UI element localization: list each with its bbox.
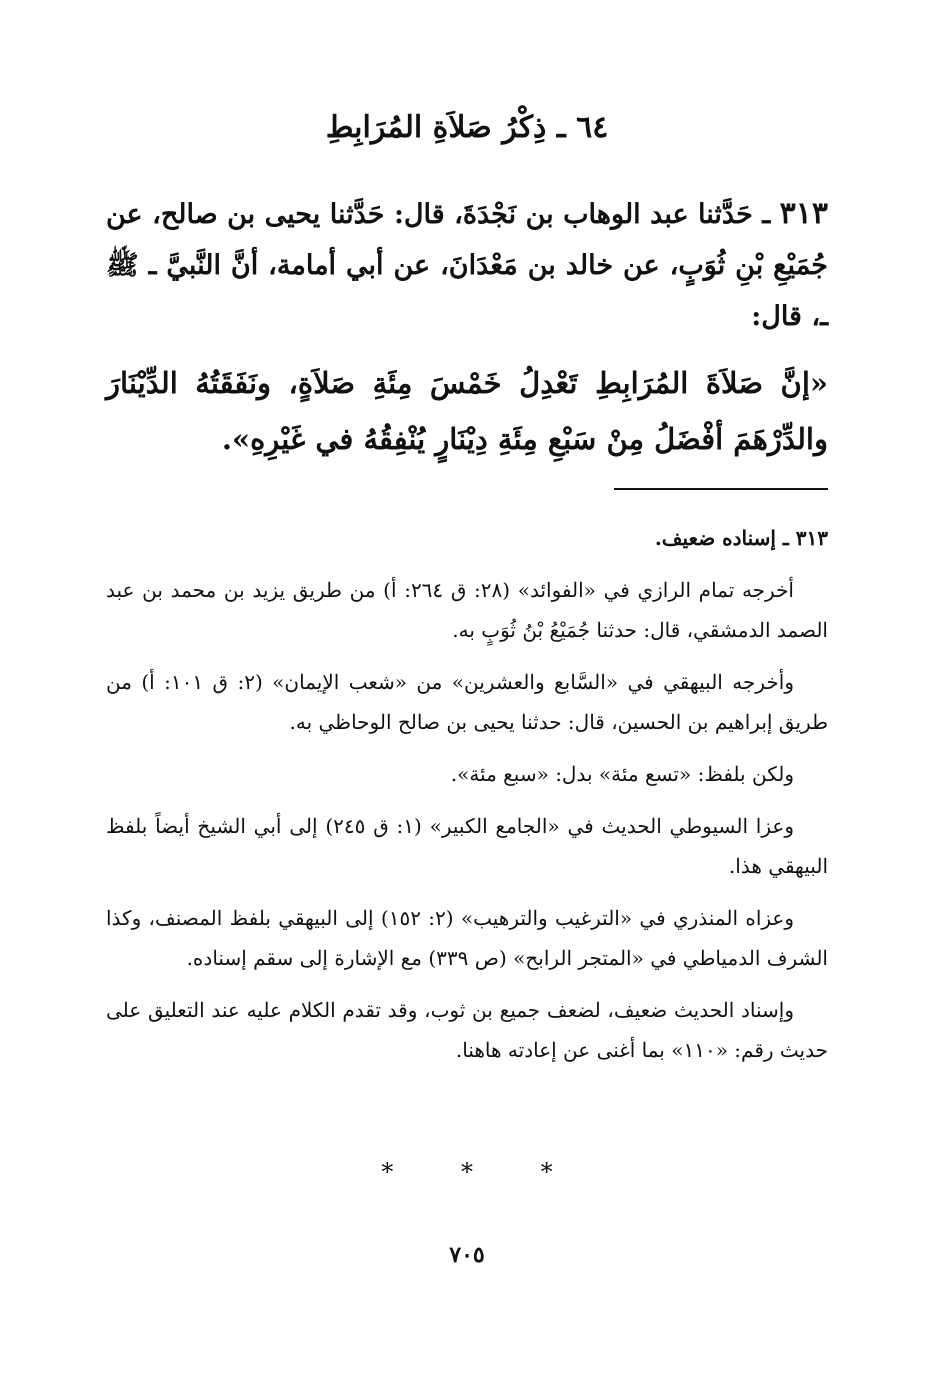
footnote-paragraph: وعزا السيوطي الحديث في «الجامع الكبير» (١: ق ٢٤٥) إلى أبي الشيخ أيضاً بلفظ البيهقي هذا. — [106, 814, 828, 878]
hadith-isnad: ـ حَدَّثنا عبد الوهاب بن نَجْدَةَ، قال: حَدَّثنا يحيى بن صالح، عن جُمَيْعِ بْنِ ثُوَبٍ، عن خالد بن مَعْدَانَ، عن أبي أمامة، أنَّ النَّبيَّ ـ ﷺ ـ، قال: — [106, 199, 828, 332]
footnotes — [106, 518, 828, 1082]
footnote-paragraph: وعزاه المنذري في «الترغيب والترهيب» (٢: ١٥٢) إلى البيهقي بلفظ المصنف، وكذا الشرف الدمياطي في «المتجر الرابح» (ص ٣٣٩) مع الإشارة إلى سقم إسناده. — [106, 906, 828, 970]
hadith-matn: «إنَّ صَلاَةَ المُرَابِطِ تَعْدِلُ خَمْسَ مِئَةِ صَلاَةٍ، ونَفَقَتُهُ الدِّيْنَارَ والدِّرْهَمَ أفْضَلُ مِنْ سَبْعِ مِئَةِ دِيْنَارٍ يُنْفِقُهُ في غَيْرِهِ». — [106, 366, 828, 456]
footnote-paragraph: ولكن بلفظ: «تسع مئة» بدل: «سبع مئة». — [450, 762, 794, 786]
separator-star: * — [381, 1158, 394, 1186]
footnote-heading: ٣١٣ ـ إسناده ضعيف. — [654, 526, 828, 550]
page-number: ٧٠٥ — [449, 1242, 485, 1268]
footnote-paragraph: وإسناد الحديث ضعيف، لضعف جميع بن ثوب، وقد تقدم الكلام عليه عند التعليق على حديث رقم: «١١٠» بما أغنى عن إعادته هاهنا. — [106, 998, 828, 1062]
footnote-paragraph: أخرجه تمام الرازي في «الفوائد» (٢٨: ق ٢٦٤: أ) من طريق يزيد بن محمد بن عبد الصمد الدمشقي، قال: حدثنا جُمَيْعُ بْنُ ثُوَبٍ به. — [106, 578, 828, 642]
section-separator — [0, 1158, 934, 1186]
hadith-isnad-block — [106, 188, 828, 342]
chapter-title: ٦٤ ـ ذِكْرُ صَلاَةِ المُرَابِطِ — [325, 110, 609, 145]
footnote-divider — [614, 488, 828, 490]
footnote-paragraph: وأخرجه البيهقي في «السَّابع والعشرين» من «شعب الإيمان» (٢: ق ١٠١: أ) من طريق إبراهيم بن الحسين، قال: حدثنا يحيى بن صالح الوحاظي به. — [106, 670, 828, 734]
hadith-number: ٣١٣ — [779, 196, 828, 231]
separator-star: * — [540, 1158, 553, 1186]
separator-star: * — [461, 1158, 473, 1186]
